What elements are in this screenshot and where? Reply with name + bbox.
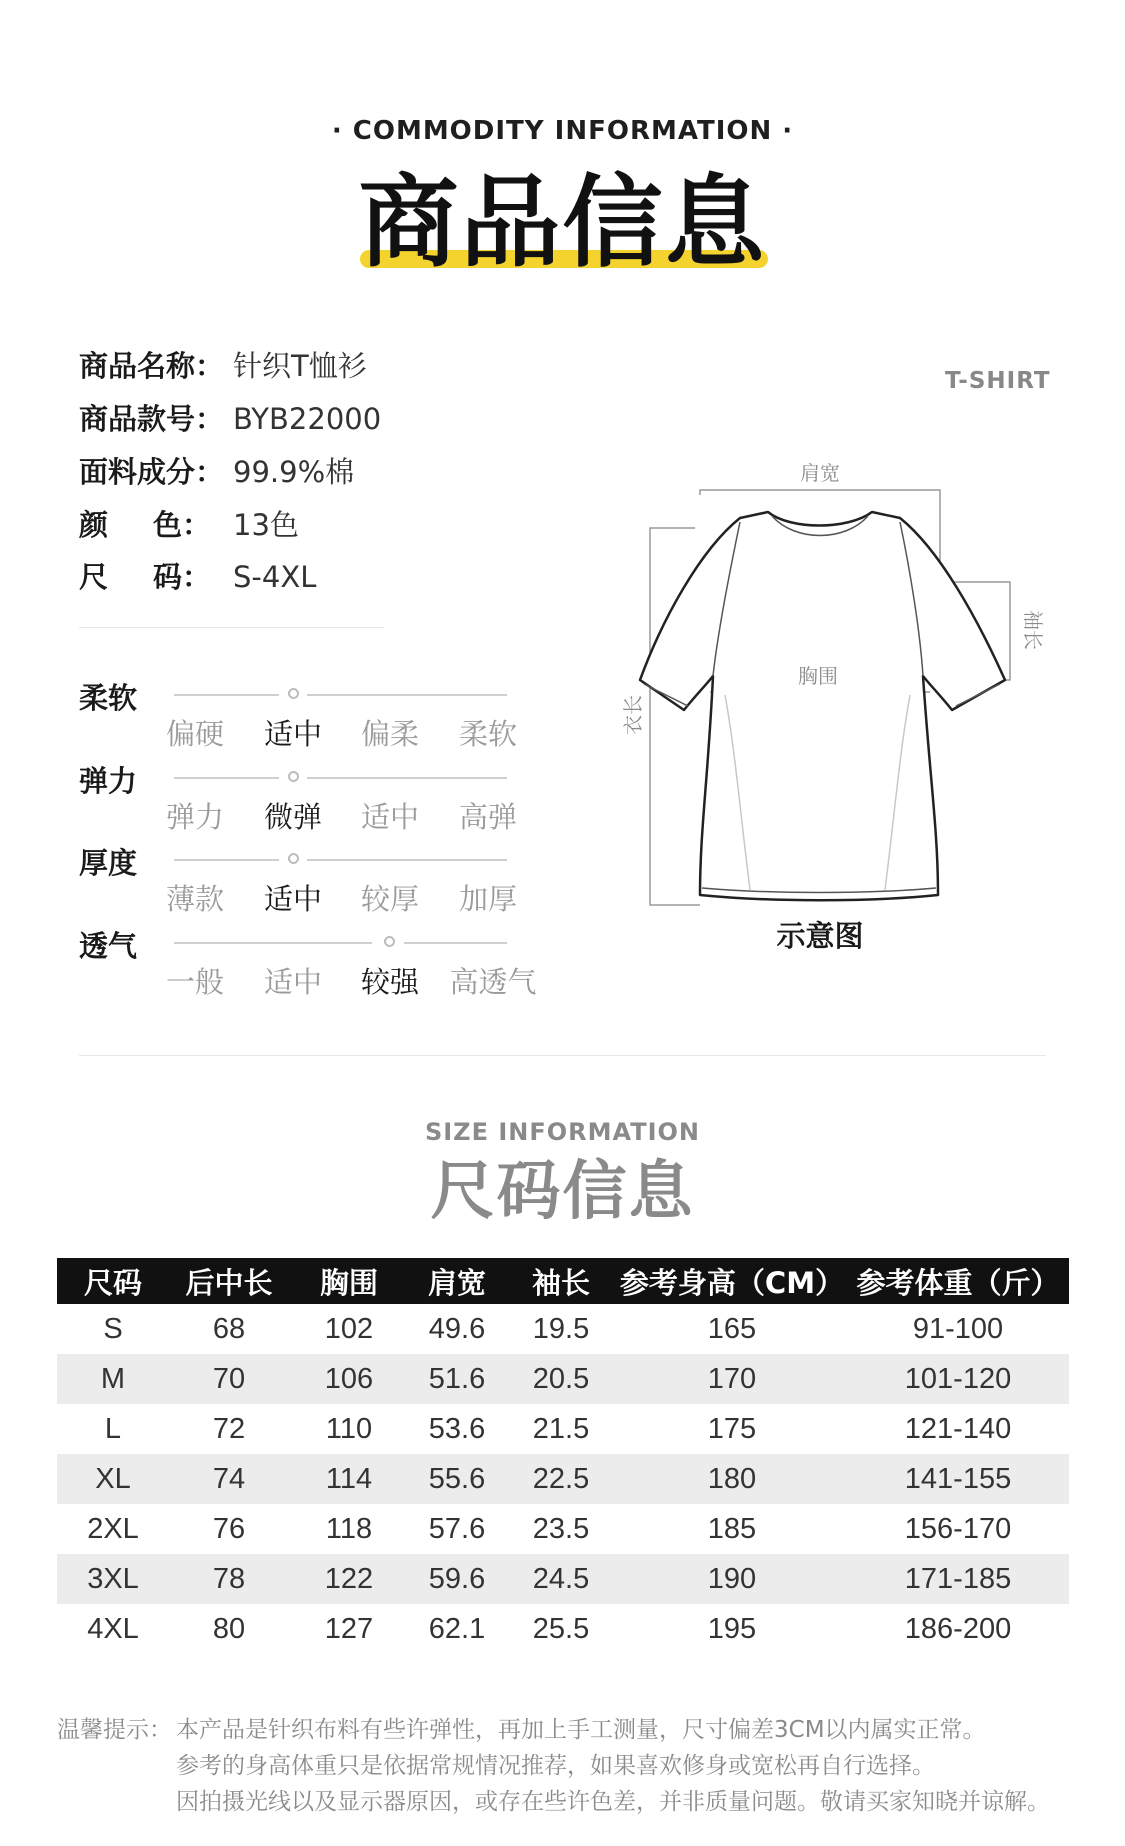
weight-cell: 141-155 <box>847 1454 1069 1504</box>
sleeve-cell: 24.5 <box>505 1554 617 1604</box>
diagram-length-label: 衣长 <box>621 695 645 735</box>
weight-cell: 186-200 <box>904 1612 1012 1645</box>
scale-line <box>307 694 507 696</box>
notes-line: 本产品是针织布料有些许弹性，再加上手工测量，尺寸偏差3CM以内属实正常。 <box>176 1717 986 1743</box>
scale-line <box>174 859 279 861</box>
length-cell: 70 <box>169 1354 289 1404</box>
scale-option-selected: 较强 <box>360 965 419 999</box>
scale-option-selected: 适中 <box>263 882 322 916</box>
scale-option: 偏柔 <box>360 717 419 751</box>
sleeve-cell: 22.5 <box>505 1454 617 1504</box>
table-row <box>57 1454 1069 1504</box>
sleeve-cell: 20.5 <box>505 1354 617 1404</box>
scale-option: 适中 <box>263 965 322 999</box>
table-row <box>57 1354 1069 1404</box>
scale-option: 偏硬 <box>165 717 224 751</box>
shoulder-cell: 57.6 <box>428 1512 486 1545</box>
info-row-style-no <box>79 399 381 439</box>
scale-line <box>174 777 279 779</box>
col-header: 胸围 <box>289 1258 409 1304</box>
shoulder-cell: 49.6 <box>428 1312 486 1345</box>
scale-option: 加厚 <box>458 882 517 916</box>
notes-line: 参考的身高体重只是依据常规情况推荐，如果喜欢修身或宽松再自行选择。 <box>176 1753 935 1779</box>
scale-option: 高弹 <box>458 800 517 834</box>
scale-option: 适中 <box>360 800 419 834</box>
col-header: 参考体重（斤） <box>847 1258 1069 1304</box>
scale-line <box>404 942 507 944</box>
weight-cell: 121-140 <box>904 1412 1012 1445</box>
info-row-size <box>79 557 316 597</box>
height-cell: 180 <box>617 1454 847 1504</box>
info-value: S-4XL <box>233 560 317 594</box>
scale-title: 厚度 <box>79 846 138 880</box>
size-info-cn-title: 尺码信息 <box>430 1155 695 1229</box>
size-cell: XL <box>57 1454 169 1504</box>
length-cell: 68 <box>212 1312 246 1345</box>
scale-line <box>307 859 507 861</box>
info-key: 颜 色： <box>79 508 211 542</box>
size-cell: 4XL <box>87 1612 139 1645</box>
scale-marker <box>288 688 299 699</box>
chest-cell: 127 <box>324 1612 374 1645</box>
sleeve-cell: 19.5 <box>532 1312 590 1345</box>
height-cell: 175 <box>707 1412 757 1445</box>
info-value: 针织T恤衫 <box>233 349 367 383</box>
diagram-chest-label: 胸围 <box>798 664 838 688</box>
col-header: 肩宽 <box>409 1258 505 1304</box>
scale-option: 高透气 <box>449 965 537 999</box>
size-cell: 3XL <box>57 1554 169 1604</box>
commodity-info-cn-title: 商品信息 <box>358 164 767 281</box>
size-cell: L <box>104 1412 122 1445</box>
info-key: 面料成分： <box>79 455 225 489</box>
scale-title: 柔软 <box>79 681 138 715</box>
sleeve-cell: 23.5 <box>532 1512 590 1545</box>
col-header: 后中长 <box>169 1258 289 1304</box>
notes-label: 温馨提示： <box>57 1717 172 1743</box>
diagram-shoulder-label: 肩宽 <box>800 461 840 485</box>
scale-option-selected: 微弹 <box>263 800 322 834</box>
chest-cell: 102 <box>324 1312 374 1345</box>
size-cell: S <box>103 1312 123 1345</box>
scale-line <box>307 777 507 779</box>
tshirt-diagram <box>600 450 1045 920</box>
chest-cell: 122 <box>289 1554 409 1604</box>
sleeve-cell: 21.5 <box>532 1412 590 1445</box>
shoulder-cell: 59.6 <box>409 1554 505 1604</box>
sleeve-cell: 25.5 <box>532 1612 590 1645</box>
commodity-info-en-title: · COMMODITY INFORMATION · <box>331 116 794 146</box>
length-cell: 80 <box>212 1612 246 1645</box>
chest-cell: 118 <box>325 1512 373 1545</box>
size-table <box>57 1258 1069 1654</box>
info-value: BYB22000 <box>233 402 382 436</box>
section-divider <box>79 1055 1046 1056</box>
scale-line <box>174 942 372 944</box>
chest-cell: 106 <box>289 1354 409 1404</box>
size-cell: 2XL <box>87 1512 139 1545</box>
info-row-name <box>79 346 367 386</box>
chest-cell: 110 <box>325 1412 373 1445</box>
scale-option: 弹力 <box>165 800 224 834</box>
size-cell: M <box>57 1354 169 1404</box>
diagram-sleeve-label: 袖长 <box>1021 610 1045 650</box>
scale-marker <box>384 936 395 947</box>
col-header: 参考身高（CM） <box>617 1258 847 1304</box>
diagram-caption: 示意图 <box>776 919 864 953</box>
shoulder-cell: 55.6 <box>409 1454 505 1504</box>
weight-cell: 101-120 <box>847 1354 1069 1404</box>
tshirt-tag: T-SHIRT <box>945 368 1051 394</box>
length-cell: 74 <box>169 1454 289 1504</box>
weight-cell: 156-170 <box>904 1512 1012 1545</box>
info-key: 商品款号： <box>79 402 225 436</box>
notes-line: 因拍摄光线以及显示器原因，或存在些许色差，并非质量问题。敬请买家知晓并谅解。 <box>176 1789 1050 1815</box>
scale-option: 较厚 <box>360 882 419 916</box>
table-row <box>57 1404 1069 1454</box>
info-value: 99.9%棉 <box>233 455 355 489</box>
scale-title: 透气 <box>79 929 138 963</box>
scale-option-selected: 适中 <box>263 717 322 751</box>
length-cell: 72 <box>212 1412 246 1445</box>
table-row <box>57 1304 1069 1354</box>
scale-line <box>174 694 279 696</box>
info-row-fabric <box>79 452 354 492</box>
scale-marker <box>288 771 299 782</box>
height-cell: 185 <box>707 1512 757 1545</box>
table-row <box>57 1504 1069 1554</box>
scale-marker <box>288 853 299 864</box>
info-value: 13色 <box>233 508 299 542</box>
height-cell: 190 <box>617 1554 847 1604</box>
shoulder-cell: 53.6 <box>428 1412 486 1445</box>
scale-option: 一般 <box>165 965 224 999</box>
weight-cell: 91-100 <box>912 1312 1004 1345</box>
info-divider <box>79 627 384 628</box>
scale-option: 柔软 <box>458 717 517 751</box>
scale-option: 薄款 <box>165 882 224 916</box>
height-cell: 170 <box>617 1354 847 1404</box>
info-row-color <box>79 505 299 545</box>
info-key: 尺 码： <box>79 560 211 594</box>
chest-cell: 114 <box>289 1454 409 1504</box>
col-header: 袖长 <box>505 1258 617 1304</box>
size-info-en-title: SIZE INFORMATION <box>424 1118 701 1146</box>
shoulder-cell: 51.6 <box>409 1354 505 1404</box>
length-cell: 76 <box>212 1512 246 1545</box>
col-header: 尺码 <box>57 1258 169 1304</box>
size-table-header <box>57 1258 1069 1304</box>
scale-title: 弹力 <box>79 764 138 798</box>
info-key: 商品名称： <box>79 349 225 383</box>
length-cell: 78 <box>169 1554 289 1604</box>
shoulder-cell: 62.1 <box>428 1612 486 1645</box>
table-row <box>57 1554 1069 1604</box>
height-cell: 165 <box>707 1312 757 1345</box>
table-row <box>57 1604 1069 1654</box>
height-cell: 195 <box>707 1612 757 1645</box>
weight-cell: 171-185 <box>847 1554 1069 1604</box>
